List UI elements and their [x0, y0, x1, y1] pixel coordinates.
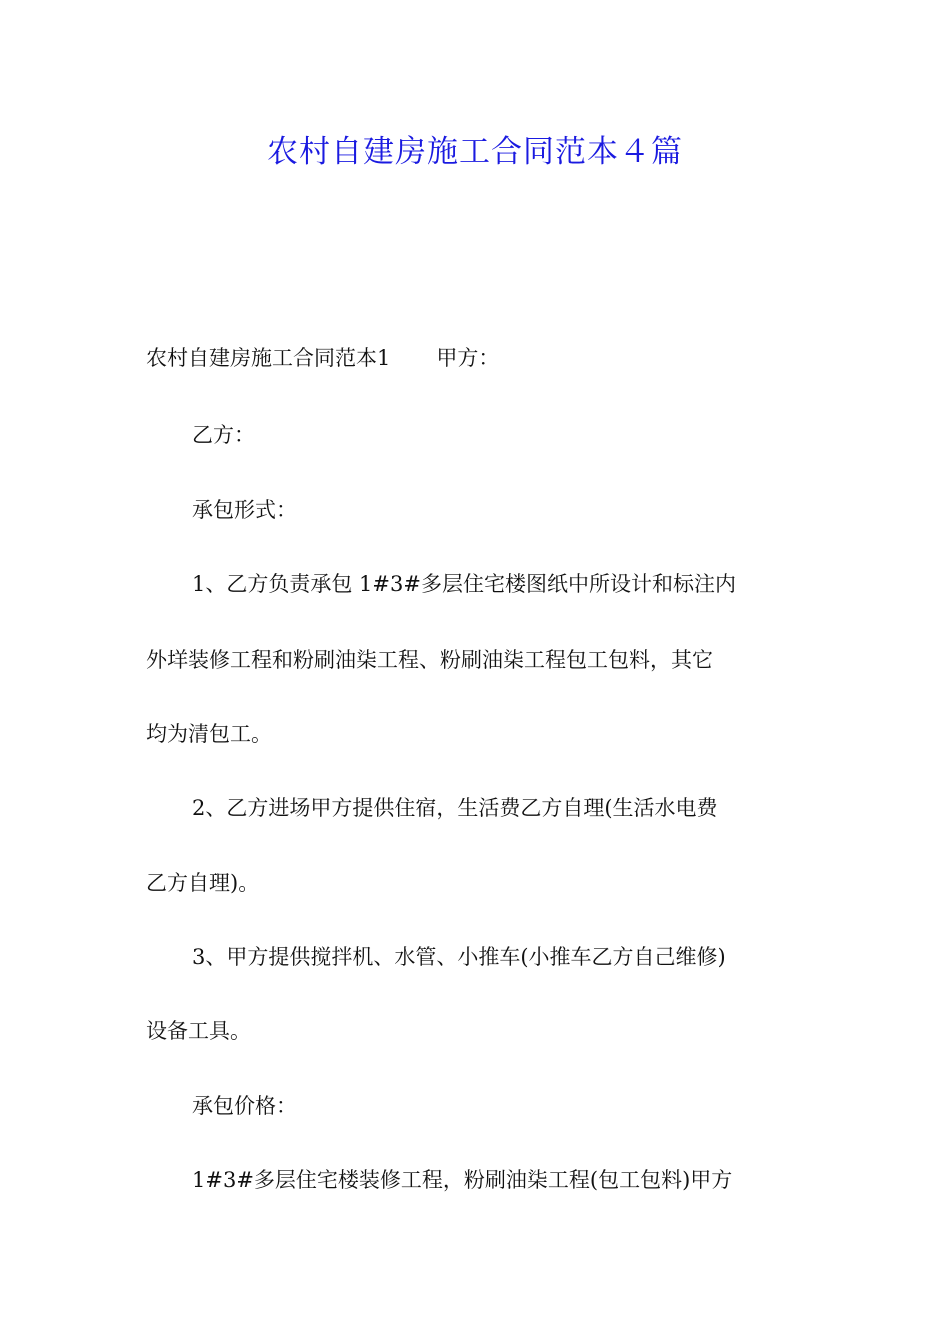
paragraph-line: 设备工具。 [146, 1019, 251, 1043]
contract-price-heading: 承包价格： [192, 1094, 297, 1118]
party-b-label: 乙方： [192, 423, 255, 447]
party-a-label: 甲方： [436, 346, 500, 370]
paragraph-line: 1、乙方负责承包 1#3#多层住宅楼图纸中所设计和标注内 [192, 572, 736, 596]
paragraph-line: 外垟装修工程和粉刷油柒工程、粉刷油柒工程包工包料，其它 [146, 648, 713, 672]
contract-form-heading: 承包形式： [192, 498, 297, 522]
paragraph-line: 1#3#多层住宅楼装修工程，粉刷油柒工程(包工包料)甲方 [192, 1168, 733, 1192]
paragraph-line: 乙方自理)。 [146, 871, 260, 895]
document-title: 农村自建房施工合同范本４篇 [267, 134, 683, 170]
contract-heading: 农村自建房施工合同范本1 [146, 346, 391, 370]
paragraph-line: 均为清包工。 [146, 722, 272, 746]
paragraph-line: 2、乙方进场甲方提供住宿，生活费乙方自理(生活水电费 [192, 796, 718, 820]
contract-heading-line [146, 343, 816, 373]
paragraph-line: 3、甲方提供搅拌机、水管、小推车(小推车乙方自己维修) [192, 945, 726, 969]
